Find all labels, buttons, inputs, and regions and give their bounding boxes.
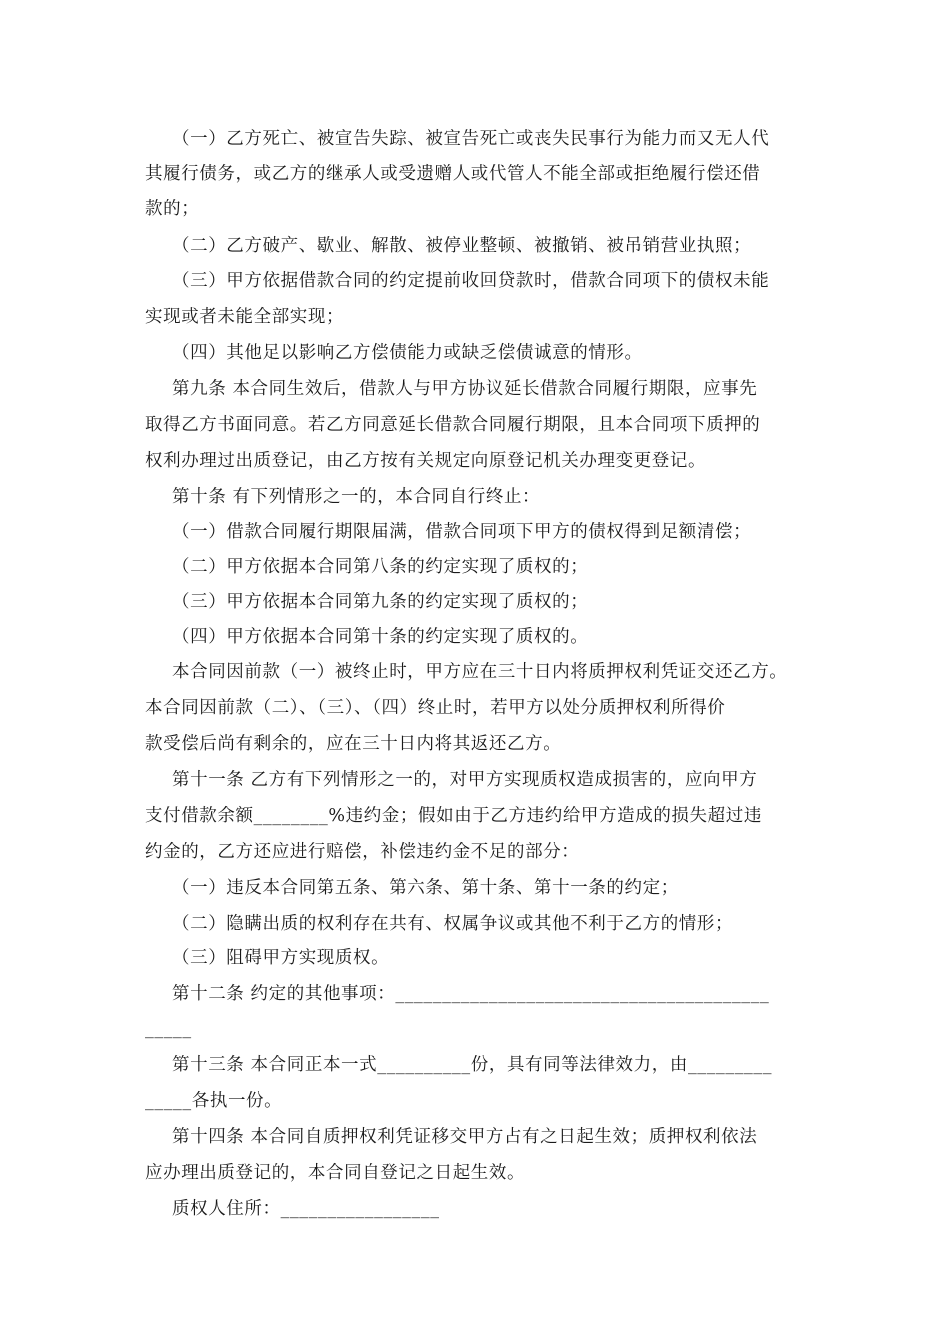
text-line: （二）甲方依据本合同第八条的约定实现了质权的； — [172, 557, 589, 577]
signature-field-line: 质权人住所：_________________ — [172, 1199, 440, 1219]
text-line: 款的； — [145, 199, 200, 219]
text-line: _____各执一份。 — [145, 1091, 283, 1111]
text-line: （三）甲方依据借款合同的约定提前收回贷款时，借款合同项下的债权未能 — [172, 271, 770, 291]
text-line: （一）违反本合同第五条、第六条、第十条、第十一条的约定； — [172, 878, 679, 898]
text-line: 应办理出质登记的，本合同自登记之日起生效。 — [145, 1163, 526, 1183]
text-line: （三）甲方依据本合同第九条的约定实现了质权的； — [172, 592, 589, 612]
text-line: 本合同因前款（一）被终止时，甲方应在三十日内将质押权利凭证交还乙方。 — [172, 662, 788, 682]
text-line: 本合同因前款（二）、（三）、（四）终止时，若甲方以处分质押权利所得价 — [145, 698, 726, 718]
article-line: 第十四条 本合同自质押权利凭证移交甲方占有之日起生效；质押权利依法 — [172, 1127, 758, 1147]
text-line: （四）甲方依据本合同第十条的约定实现了质权的。 — [172, 627, 589, 647]
text-line: （四）其他足以影响乙方偿债能力或缺乏偿债诚意的情形。 — [172, 343, 643, 363]
article-line: 第十一条 乙方有下列情形之一的，对甲方实现质权造成损害的，应向甲方 — [172, 770, 758, 790]
text-line: 支付借款余额________%违约金；假如由于乙方违约给甲方造成的损失超过违 — [145, 806, 762, 826]
text-line: （三）阻碍甲方实现质权。 — [172, 948, 390, 968]
text-line: （一）借款合同履行期限届满，借款合同项下甲方的债权得到足额清偿； — [172, 522, 752, 542]
article-line: 第十条 有下列情形之一的，本合同自行终止： — [172, 487, 541, 507]
text-line: （一）乙方死亡、被宣告失踪、被宣告死亡或丧失民事行为能力而又无人代 — [172, 129, 770, 149]
text-line: 其履行债务，或乙方的继承人或受遗赠人或代管人不能全部或拒绝履行偿还借 — [145, 164, 761, 184]
text-line: 实现或者未能全部实现； — [145, 307, 345, 327]
article-line: 第十三条 本合同正本一式__________份，具有同等法律效力，由_________ — [172, 1055, 773, 1075]
text-line: （二）隐瞒出质的权利存在共有、权属争议或其他不利于乙方的情形； — [172, 914, 734, 934]
text-line: 取得乙方书面同意。若乙方同意延长借款合同履行期限，且本合同项下质押的 — [145, 415, 761, 435]
text-line: 权利办理过出质登记，由乙方按有关规定向原登记机关办理变更登记。 — [145, 451, 707, 471]
text-line: （二）乙方破产、歇业、解散、被停业整顿、被撤销、被吊销营业执照； — [172, 236, 752, 256]
text-line: 约金的，乙方还应进行赔偿，补偿违约金不足的部分： — [145, 842, 580, 862]
text-line: _____ — [145, 1019, 192, 1039]
article-line: 第九条 本合同生效后，借款人与甲方协议延长借款合同履行期限，应事先 — [172, 379, 758, 399]
article-line: 第十二条 约定的其他事项：________________________________________ — [172, 984, 770, 1004]
text-line: 款受偿后尚有剩余的，应在三十日内将其返还乙方。 — [145, 734, 562, 754]
